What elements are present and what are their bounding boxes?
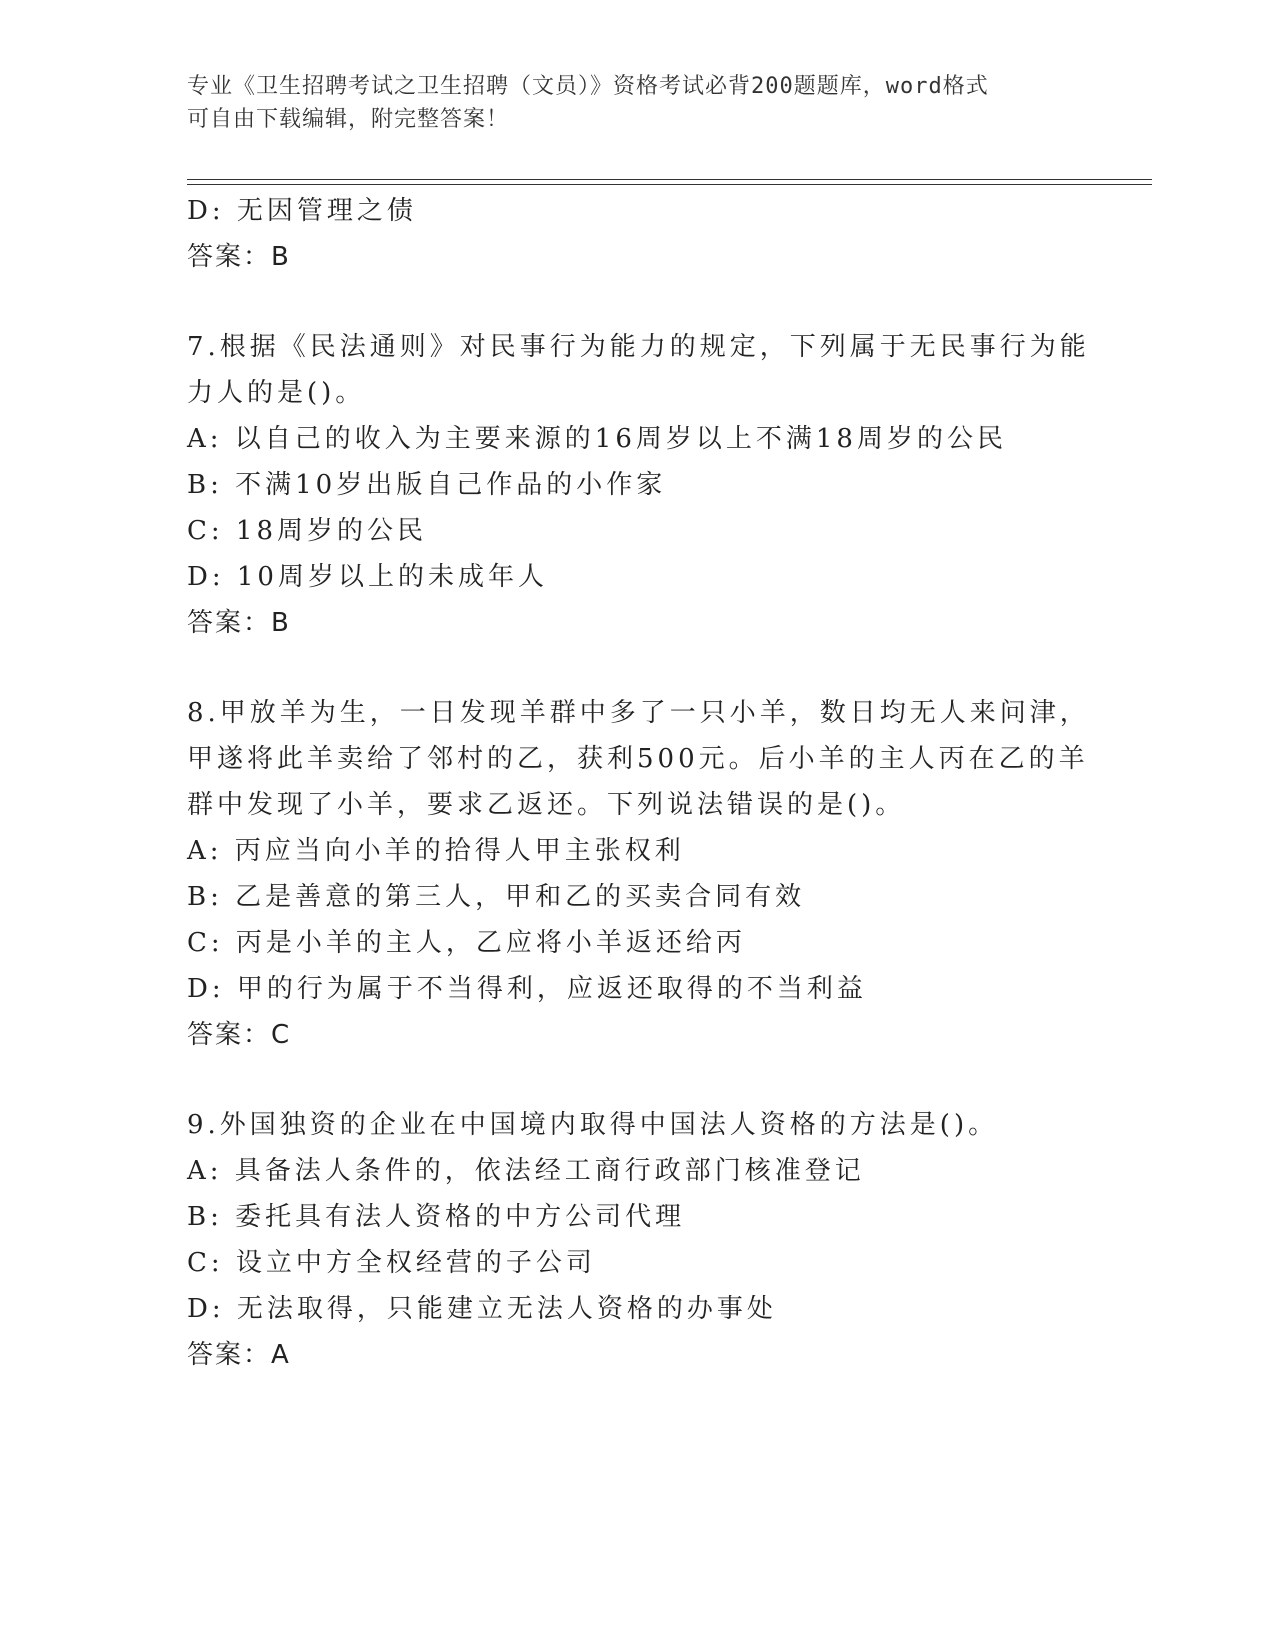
option-a: A: 以自己的收入为主要来源的16周岁以上不满18周岁的公民 bbox=[187, 424, 1007, 454]
spacer bbox=[187, 1058, 1087, 1102]
option-b: B: 委托具有法人资格的中方公司代理 bbox=[187, 1202, 686, 1232]
question-stem: 8.甲放羊为生，一日发现羊群中多了一只小羊，数日均无人来问津， bbox=[187, 698, 1090, 728]
question-stem: 7.根据《民法通则》对民事行为能力的规定，下列属于无民事行为能 bbox=[187, 332, 1090, 362]
document-header bbox=[187, 70, 1087, 136]
header-rule-top bbox=[187, 179, 1152, 180]
answer-line: 答案：C bbox=[187, 1020, 292, 1050]
question-stem: 群中发现了小羊，要求乙返还。下列说法错误的是()。 bbox=[187, 790, 906, 820]
question-stem: 力人的是()。 bbox=[187, 378, 366, 408]
option-a: A: 具备法人条件的，依法经工商行政部门核准登记 bbox=[187, 1156, 865, 1186]
option-d: D: 10周岁以上的未成年人 bbox=[187, 562, 548, 592]
spacer bbox=[187, 646, 1087, 690]
question-block bbox=[187, 1102, 1087, 1378]
option-c: C: 18周岁的公民 bbox=[187, 516, 428, 546]
header-line-1: 专业《卫生招聘考试之卫生招聘（文员）》资格考试必背200题题库，word格式 bbox=[187, 74, 989, 99]
answer-line: 答案：B bbox=[187, 608, 291, 638]
option-d: D: 无法取得，只能建立无法人资格的办事处 bbox=[187, 1294, 777, 1324]
option-d: D: 甲的行为属于不当得利，应返还取得的不当利益 bbox=[187, 974, 867, 1004]
option-a: A: 丙应当向小羊的拾得人甲主张权利 bbox=[187, 836, 685, 866]
header-rule-bottom bbox=[187, 184, 1152, 185]
answer-line: 答案：A bbox=[187, 1340, 291, 1370]
question-stem: 9.外国独资的企业在中国境内取得中国法人资格的方法是()。 bbox=[187, 1110, 999, 1140]
option-c: C: 设立中方全权经营的子公司 bbox=[187, 1248, 596, 1278]
answer-line: 答案：B bbox=[187, 242, 291, 272]
option-b: B: 不满10岁出版自己作品的小作家 bbox=[187, 470, 667, 500]
question-block bbox=[187, 690, 1090, 1058]
option-d: D: 无因管理之债 bbox=[187, 196, 417, 226]
option-b: B: 乙是善意的第三人，甲和乙的买卖合同有效 bbox=[187, 882, 806, 912]
document-body bbox=[187, 188, 1090, 1378]
spacer bbox=[187, 280, 1087, 324]
question-stem: 甲遂将此羊卖给了邻村的乙，获利500元。后小羊的主人丙在乙的羊 bbox=[187, 744, 1089, 774]
question-block bbox=[187, 324, 1090, 646]
option-c: C: 丙是小羊的主人，乙应将小羊返还给丙 bbox=[187, 928, 746, 958]
header-line-2: 可自由下载编辑，附完整答案！ bbox=[187, 107, 510, 132]
